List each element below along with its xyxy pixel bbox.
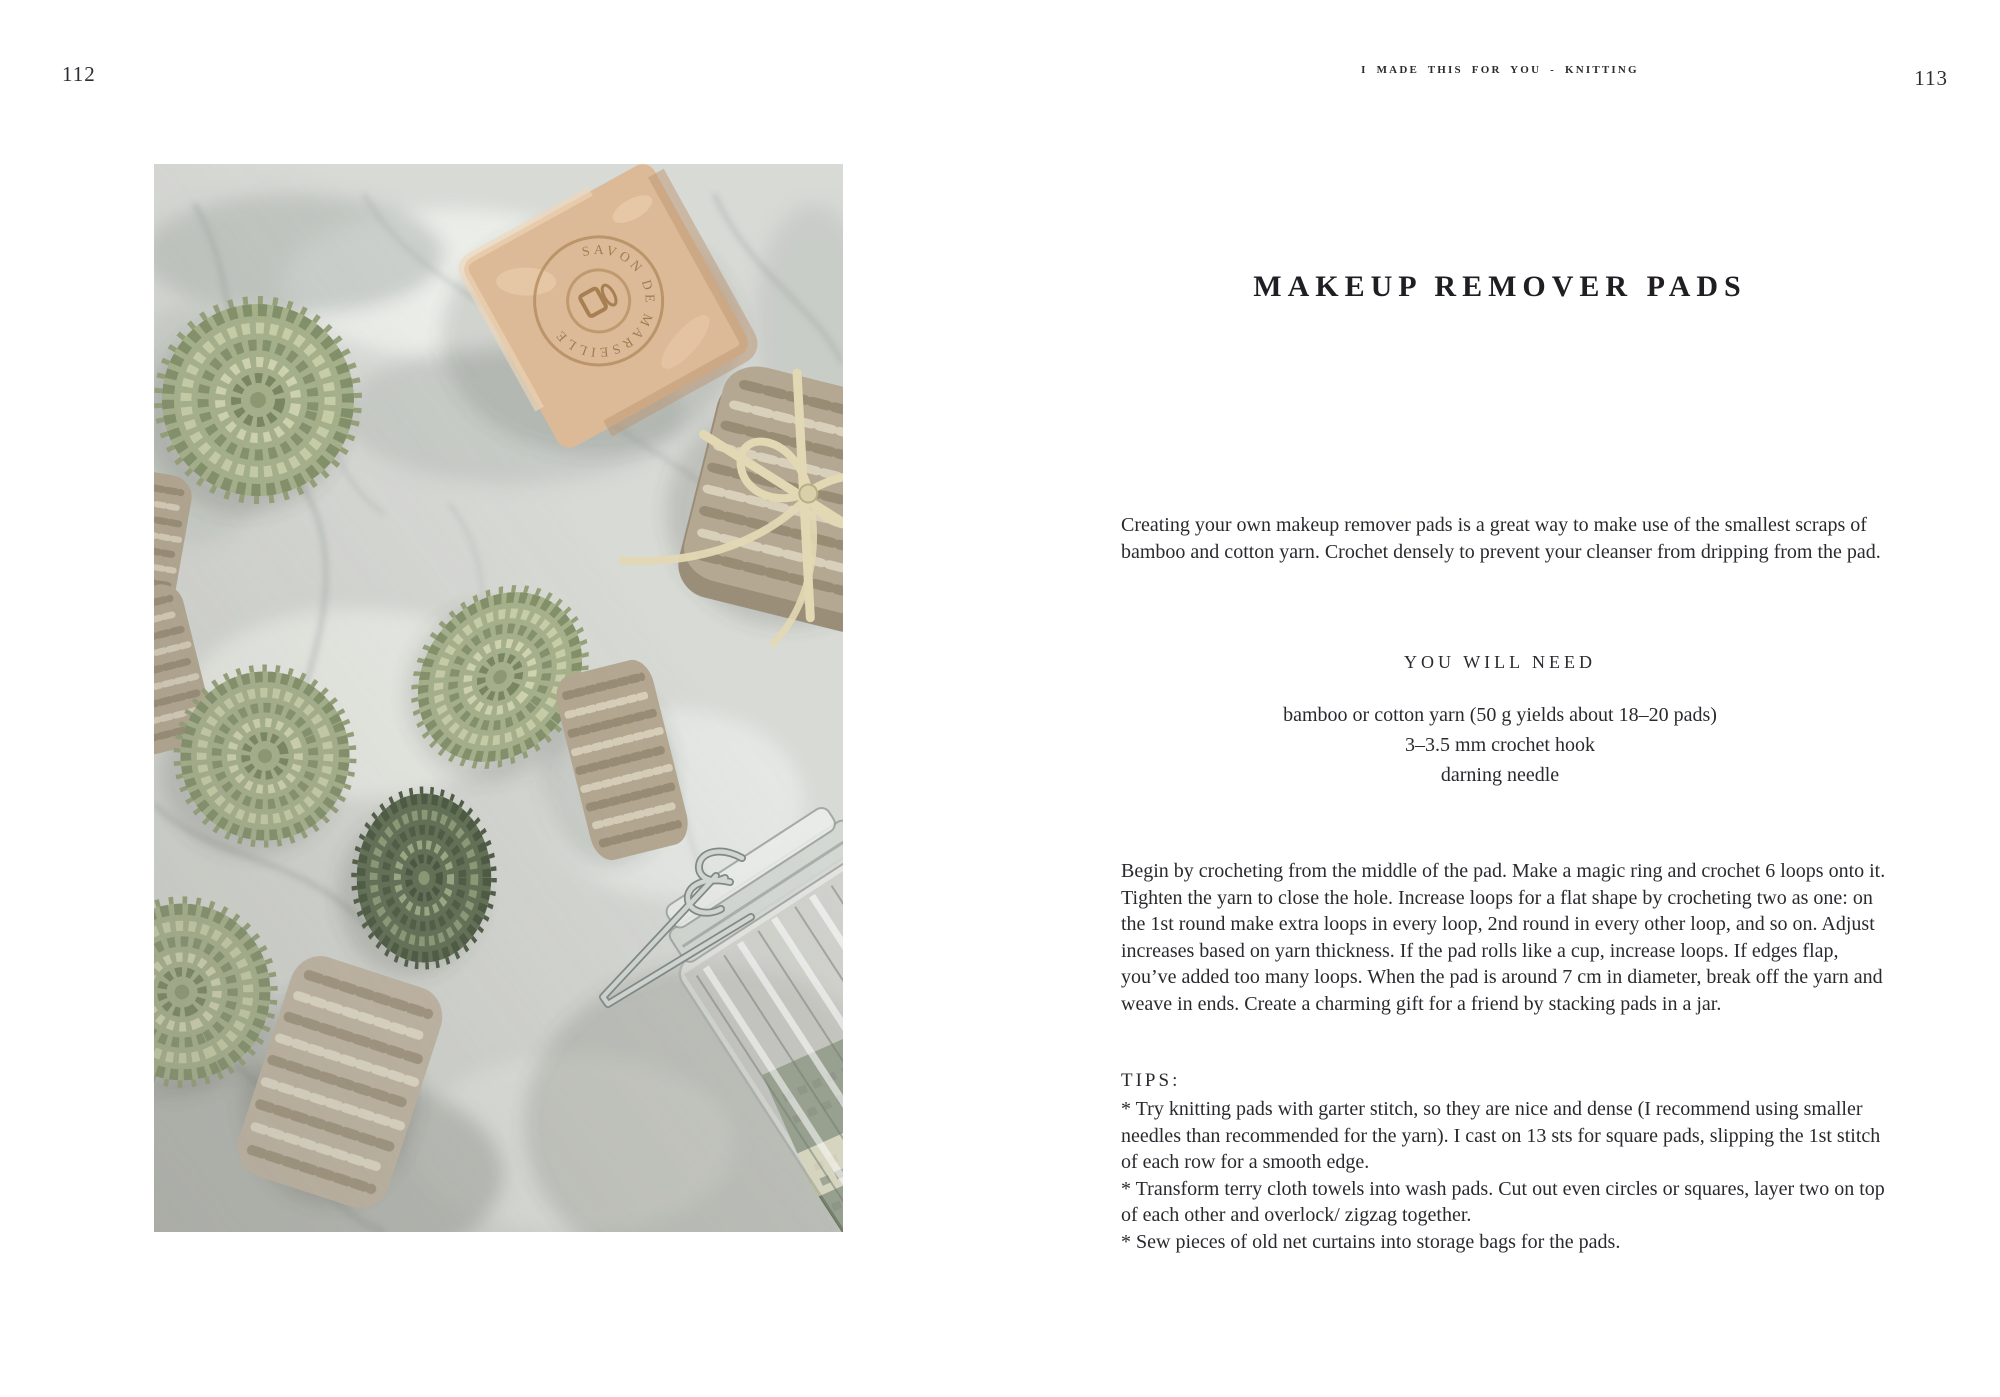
tip-item: * Transform terry cloth towels into wash pads. Cut out even circles or squares, layer two on top of each other and overlock/ zigzag together.	[1121, 1177, 1885, 1226]
intro-paragraph: Creating your own makeup remover pads is a great way to make use of the smallest scraps of bamboo and cotton yarn. Crochet densely to prevent your cleanser from dripping from the pad.	[1121, 514, 1881, 563]
need-item: bamboo or cotton yarn (50 g yields about 18–20 pads)	[1283, 704, 1717, 726]
tips-heading: TIPS:	[1121, 1070, 1181, 1091]
need-item: darning needle	[1440, 764, 1560, 786]
you-will-need-list	[1000, 700, 2000, 790]
page-title: MAKEUP REMOVER PADS	[1253, 270, 1747, 303]
instructions-paragraph: Begin by crocheting from the middle of the pad. Make a magic ring and crochet 6 loops onto it. Tighten the yarn to close the hole. Increase loops for a flat shape by crocheting two as one: on the 1st round make extra loops in every loop, 2nd round in every other loop, and so on. Adjust increases based on yarn thickness. If the pad rolls like a cup, increase loops. If edges flap, you’ve added too many loops. When the pad is around 7 cm in diameter, break off the yarn and weave in ends. Create a charming gift for a friend by stacking pads in a jar.	[1121, 860, 1886, 1015]
running-head: I MADE THIS FOR YOU - KNITTING	[1361, 64, 1639, 76]
tip-item: * Try knitting pads with garter stitch, so they are nice and dense (I recommend using smaller needles than recommended for the yarn). I cast on 13 sts for square pads, slipping the 1st stitch of each row for a smooth edge.	[1121, 1098, 1881, 1173]
you-will-need-heading: YOU WILL NEED	[1404, 652, 1596, 672]
page-number-left: 112	[62, 62, 96, 86]
photo-makeup-remover-pads	[154, 164, 843, 1232]
tip-item: * Sew pieces of old net curtains into storage bags for the pads.	[1121, 1230, 1621, 1253]
photo-illustration	[154, 164, 843, 1232]
page-number-right: 113	[1914, 66, 1948, 90]
need-item: 3–3.5 mm crochet hook	[1405, 734, 1595, 756]
photo-vignette	[154, 164, 843, 1232]
tips-list	[1121, 1096, 1889, 1255]
